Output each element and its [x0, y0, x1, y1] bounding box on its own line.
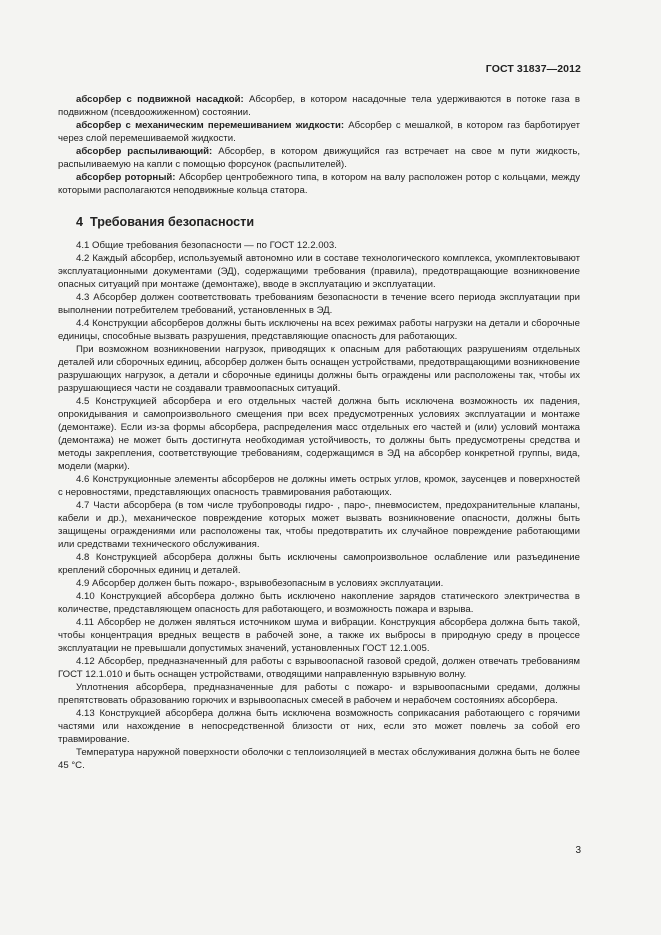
paragraph: 4.6 Конструкционные элементы абсорберов не должны иметь острых углов, кромок, заусенцев и поверхностей с неровностями, представляющих опасность травмирования работающих.	[58, 474, 580, 498]
section-number: 4	[76, 215, 84, 229]
definition-text: Абсорбер, в котором движущийся газ встречает на свое м пути жидкость, распыливаемую на капли с помощью форсунок (распылителей).	[58, 146, 581, 170]
definition-term: абсорбер роторный:	[76, 172, 176, 183]
paragraph: 4.12 Абсорбер, предназначенный для работы с взрывоопасной газовой средой, должен отвечать требованиям ГОСТ 12.1.010 и быть оснащен устройствами, отводящими направленную взрывную волну.	[58, 656, 580, 680]
definition-paragraph	[58, 171, 580, 197]
paragraph: 4.9 Абсорбер должен быть пожаро-, взрывобезопасным в условиях эксплуатации.	[76, 578, 444, 589]
paragraph: При возможном возникновении нагрузок, приводящих к опасным для работающих разрушениям отдельных деталей или сборочных единиц, абсорбер должен быть оснащен устройствами, предотвращающими возникновение разрушающих нагрузок, а детали и сборочные единицы должны быть ограждены или расположены так, чтобы их разрушающиеся части не создавали травмоопасных ситуаций.	[58, 344, 580, 394]
paragraph: 4.11 Абсорбер не должен являться источником шума и вибрации. Конструкция абсорбера должна быть такой, чтобы концентрация вредных веществ в рабочей зоне, а также их выбросы в природную среду в процессе эксплуатации не превышали допустимых значений, установленных ГОСТ 12.1.005.	[58, 617, 580, 654]
definition-paragraph	[58, 145, 580, 171]
definition-term: абсорбер с подвижной насадкой:	[76, 94, 244, 105]
paragraph: 4.1 Общие требования безопасности — по ГОСТ 12.2.003.	[76, 240, 337, 251]
paragraph: 4.3 Абсорбер должен соответствовать требованиям безопасности в течение всего периода эксплуатации при выполнении потребителем требований, установленных в ЭД.	[58, 292, 580, 316]
paragraph: Уплотнения абсорбера, предназначенные для работы с пожаро- и взрывоопасными средами, должны препятствовать образованию горючих и взрывоопасных смесей в рабочем и нерабочем состояниях абсорбера.	[58, 682, 580, 706]
section-title: Требования безопасности	[90, 215, 255, 229]
definition-text: Абсорбер, в котором насадочные тела удерживаются в потоке газа в подвижном (псевдоожиженном) состоянии.	[58, 94, 580, 118]
paragraph: 4.4 Конструкции абсорберов должны быть исключены на всех режимах работы нагрузки на детали и сборочные единицы, способные вызвать разрушения, представляющие опасность для работающих.	[58, 318, 580, 342]
paragraph: 4.8 Конструкцией абсорбера должны быть исключены самопроизвольное ослабление или разъединение креплений сборочных единиц и деталей.	[58, 552, 580, 576]
document-id-header: ГОСТ 31837—2012	[485, 63, 581, 75]
paragraph: Температура наружной поверхности оболочки с теплоизоляцией в местах обслуживания должна быть не более 45 °С.	[58, 747, 580, 771]
page-content	[58, 93, 580, 772]
paragraph: 4.2 Каждый абсорбер, используемый автономно или в составе технологического комплекса, укомплектовывают эксплуатационными документами (ЭД), содержащими требования (правила), предотвращающие возникновение опасных ситуаций при монтаже (демонтаже), вводе в эксплуатацию и эксплуатации.	[58, 253, 580, 290]
definition-paragraph	[58, 93, 580, 119]
paragraph: 4.13 Конструкцией абсорбера должна быть исключена возможность соприкасания работающего с горячими частями или нахождение в непосредственной близости от них, если это может повлечь за собой его травмирование.	[58, 708, 580, 745]
section-heading	[76, 216, 580, 229]
definition-term: абсорбер распыливающий:	[76, 146, 213, 157]
definition-paragraph	[58, 119, 580, 145]
page-number: 3	[575, 845, 581, 856]
paragraph: 4.5 Конструкцией абсорбера и его отдельных частей должна быть исключена возможность их падения, опрокидывания и самопроизвольного смещения при всех предусмотренных условиях эксплуатации и монтаже (демонтаже). Если из-за формы абсорбера, распределения масс отдельных его частей и (или) условий монтажа (демонтажа) не может быть достигнута необходимая устойчивость, то должны быть предусмотрены средства и методы закрепления, соответствующие требованиям, содержащимся в ЭД на абсорбер конкретной группы, вида, модели (марки).	[58, 396, 580, 472]
definition-term: абсорбер с механическим перемешиванием жидкости:	[76, 120, 345, 131]
paragraph: 4.10 Конструкцией абсорбера должно быть исключено накопление зарядов статического электричества в количестве, представляющем опасность для работающего, и возможность пожара и взрыва.	[58, 591, 580, 615]
definition-text: Абсорбер с мешалкой, в котором газ барботирует через слой перемешиваемой жидкости.	[58, 120, 580, 144]
paragraph: 4.7 Части абсорбера (в том числе трубопроводы гидро- , паро-, пневмосистем, предохранительные клапаны, кабели и др.), механическое повреждение которых может вызвать возникновение опасности, должны быть защищены ограждениями или расположены так, чтобы предотвратить их случайное повреждение работающими или средствами технического обслуживания.	[58, 500, 580, 550]
definition-text: Абсорбер центробежного типа, в котором на валу расположен ротор с кольцами, между которыми располагаются неподвижные кольца статора.	[58, 172, 580, 196]
